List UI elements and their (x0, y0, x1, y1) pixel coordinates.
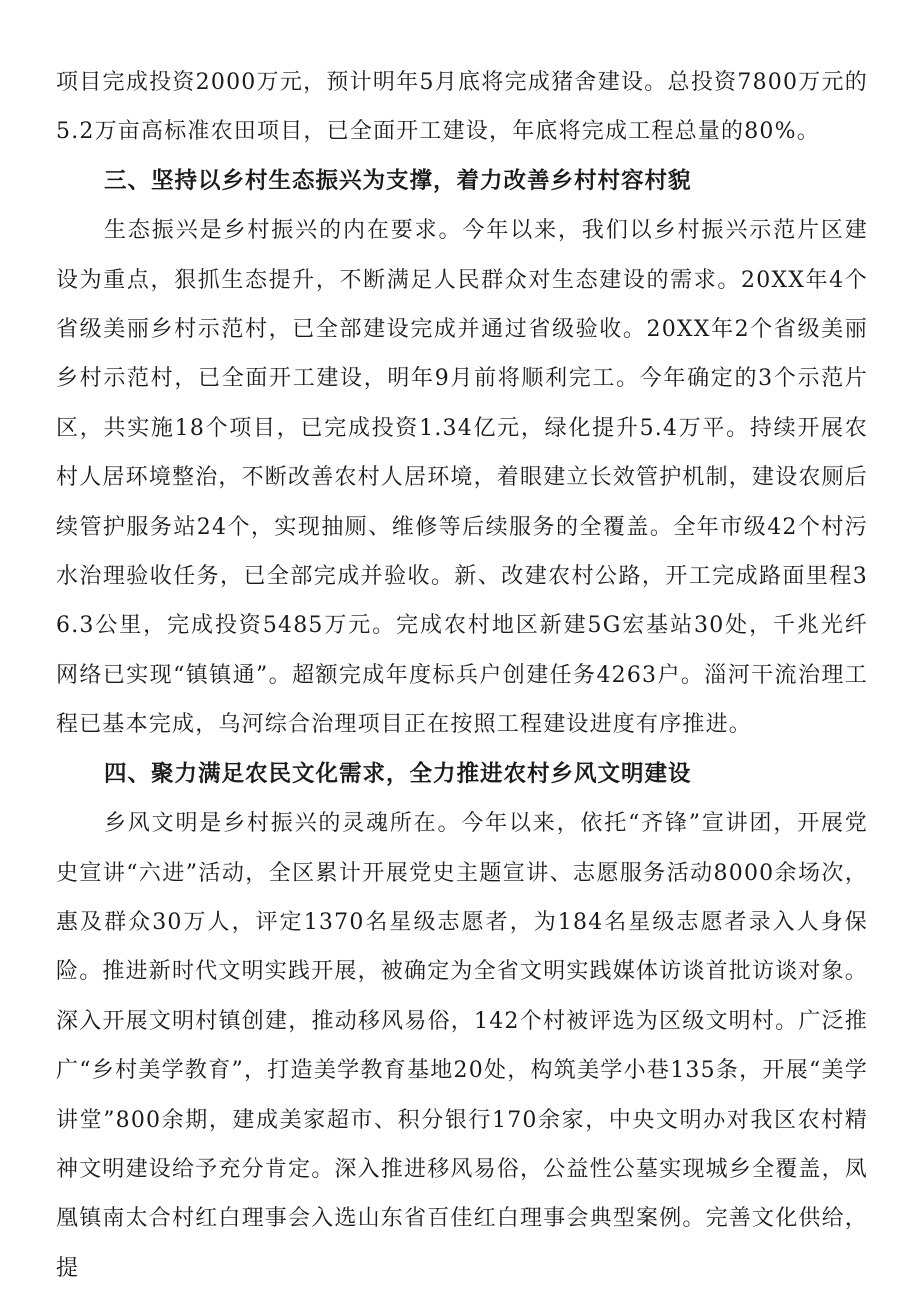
document-page (56, 58, 868, 1293)
section-heading-4: 四、聚力满足农民文化需求，全力推进农村乡风文明建设 (104, 760, 692, 787)
paragraph-continued: 项目完成投资2000万元，预计明年5月底将完成猪舍建设。总投资7800万元的5.2万亩高标准农田项目，已全面开工建设，年底将完成工程总量的80%。 (56, 70, 868, 145)
paragraph-ecology: 生态振兴是乡村振兴的内在要求。今年以来，我们以乡村振兴示范片区建设为重点，狠抓生态提升，不断满足人民群众对生态建设的需求。20XX年4个省级美丽乡村示范村，已全部建设完成并通过省级验收。20XX年2个省级美丽乡村示范村，已全面开工建设，明年9月前将顺利完工。今年确定的3个示范片区，共实施18个项目，已完成投资1.34亿元，绿化提升5.4万平。持续开展农村人居环境整治，不断改善农村人居环境，着眼建立长效管护机制，建设农厕后续管护服务站24个，实现抽厕、维修等后续服务的全覆盖。全年市级42个村污水治理验收任务，已全部完成并验收。新、改建农村公路，开工完成路面里程36.3公里，完成投资5485万元。完成农村地区新建5G宏基站30处，千兆光纤网络已实现“镇镇通”。超额完成年度标兵户创建任务4263户。淄河干流治理工程已基本完成，乌河综合治理项目正在按照工程建设进度有序推进。 (56, 218, 869, 738)
section-heading-3: 三、坚持以乡村生态振兴为支撑，着力改善乡村村容村貌 (104, 167, 692, 194)
paragraph-civilization: 乡风文明是乡村振兴的灵魂所在。今年以来，依托“齐锋”宣讲团，开展党史宣讲“六进”活动，全区累计开展党史主题宣讲、志愿服务活动8000余场次，惠及群众30万人，评定1370名星级志愿者，为184名星级志愿者录入人身保险。推进新时代文明实践开展，被确定为全省文明实践媒体访谈首批访谈对象。深入开展文明村镇创建，推动移风易俗，142个村被评选为区级文明村。广泛推广“乡村美学教育”，打造美学教育基地20处，构筑美学小巷135条，开展“美学讲堂”800余期，建成美家超市、积分银行170余家，中央文明办对我区农村精神文明建设给予充分肯定。深入推进移风易俗，公益性公墓实现城乡全覆盖，凤凰镇南太合村红白理事会入选山东省百佳红白理事会典型案例。完善文化供给，提 (56, 811, 869, 1281)
